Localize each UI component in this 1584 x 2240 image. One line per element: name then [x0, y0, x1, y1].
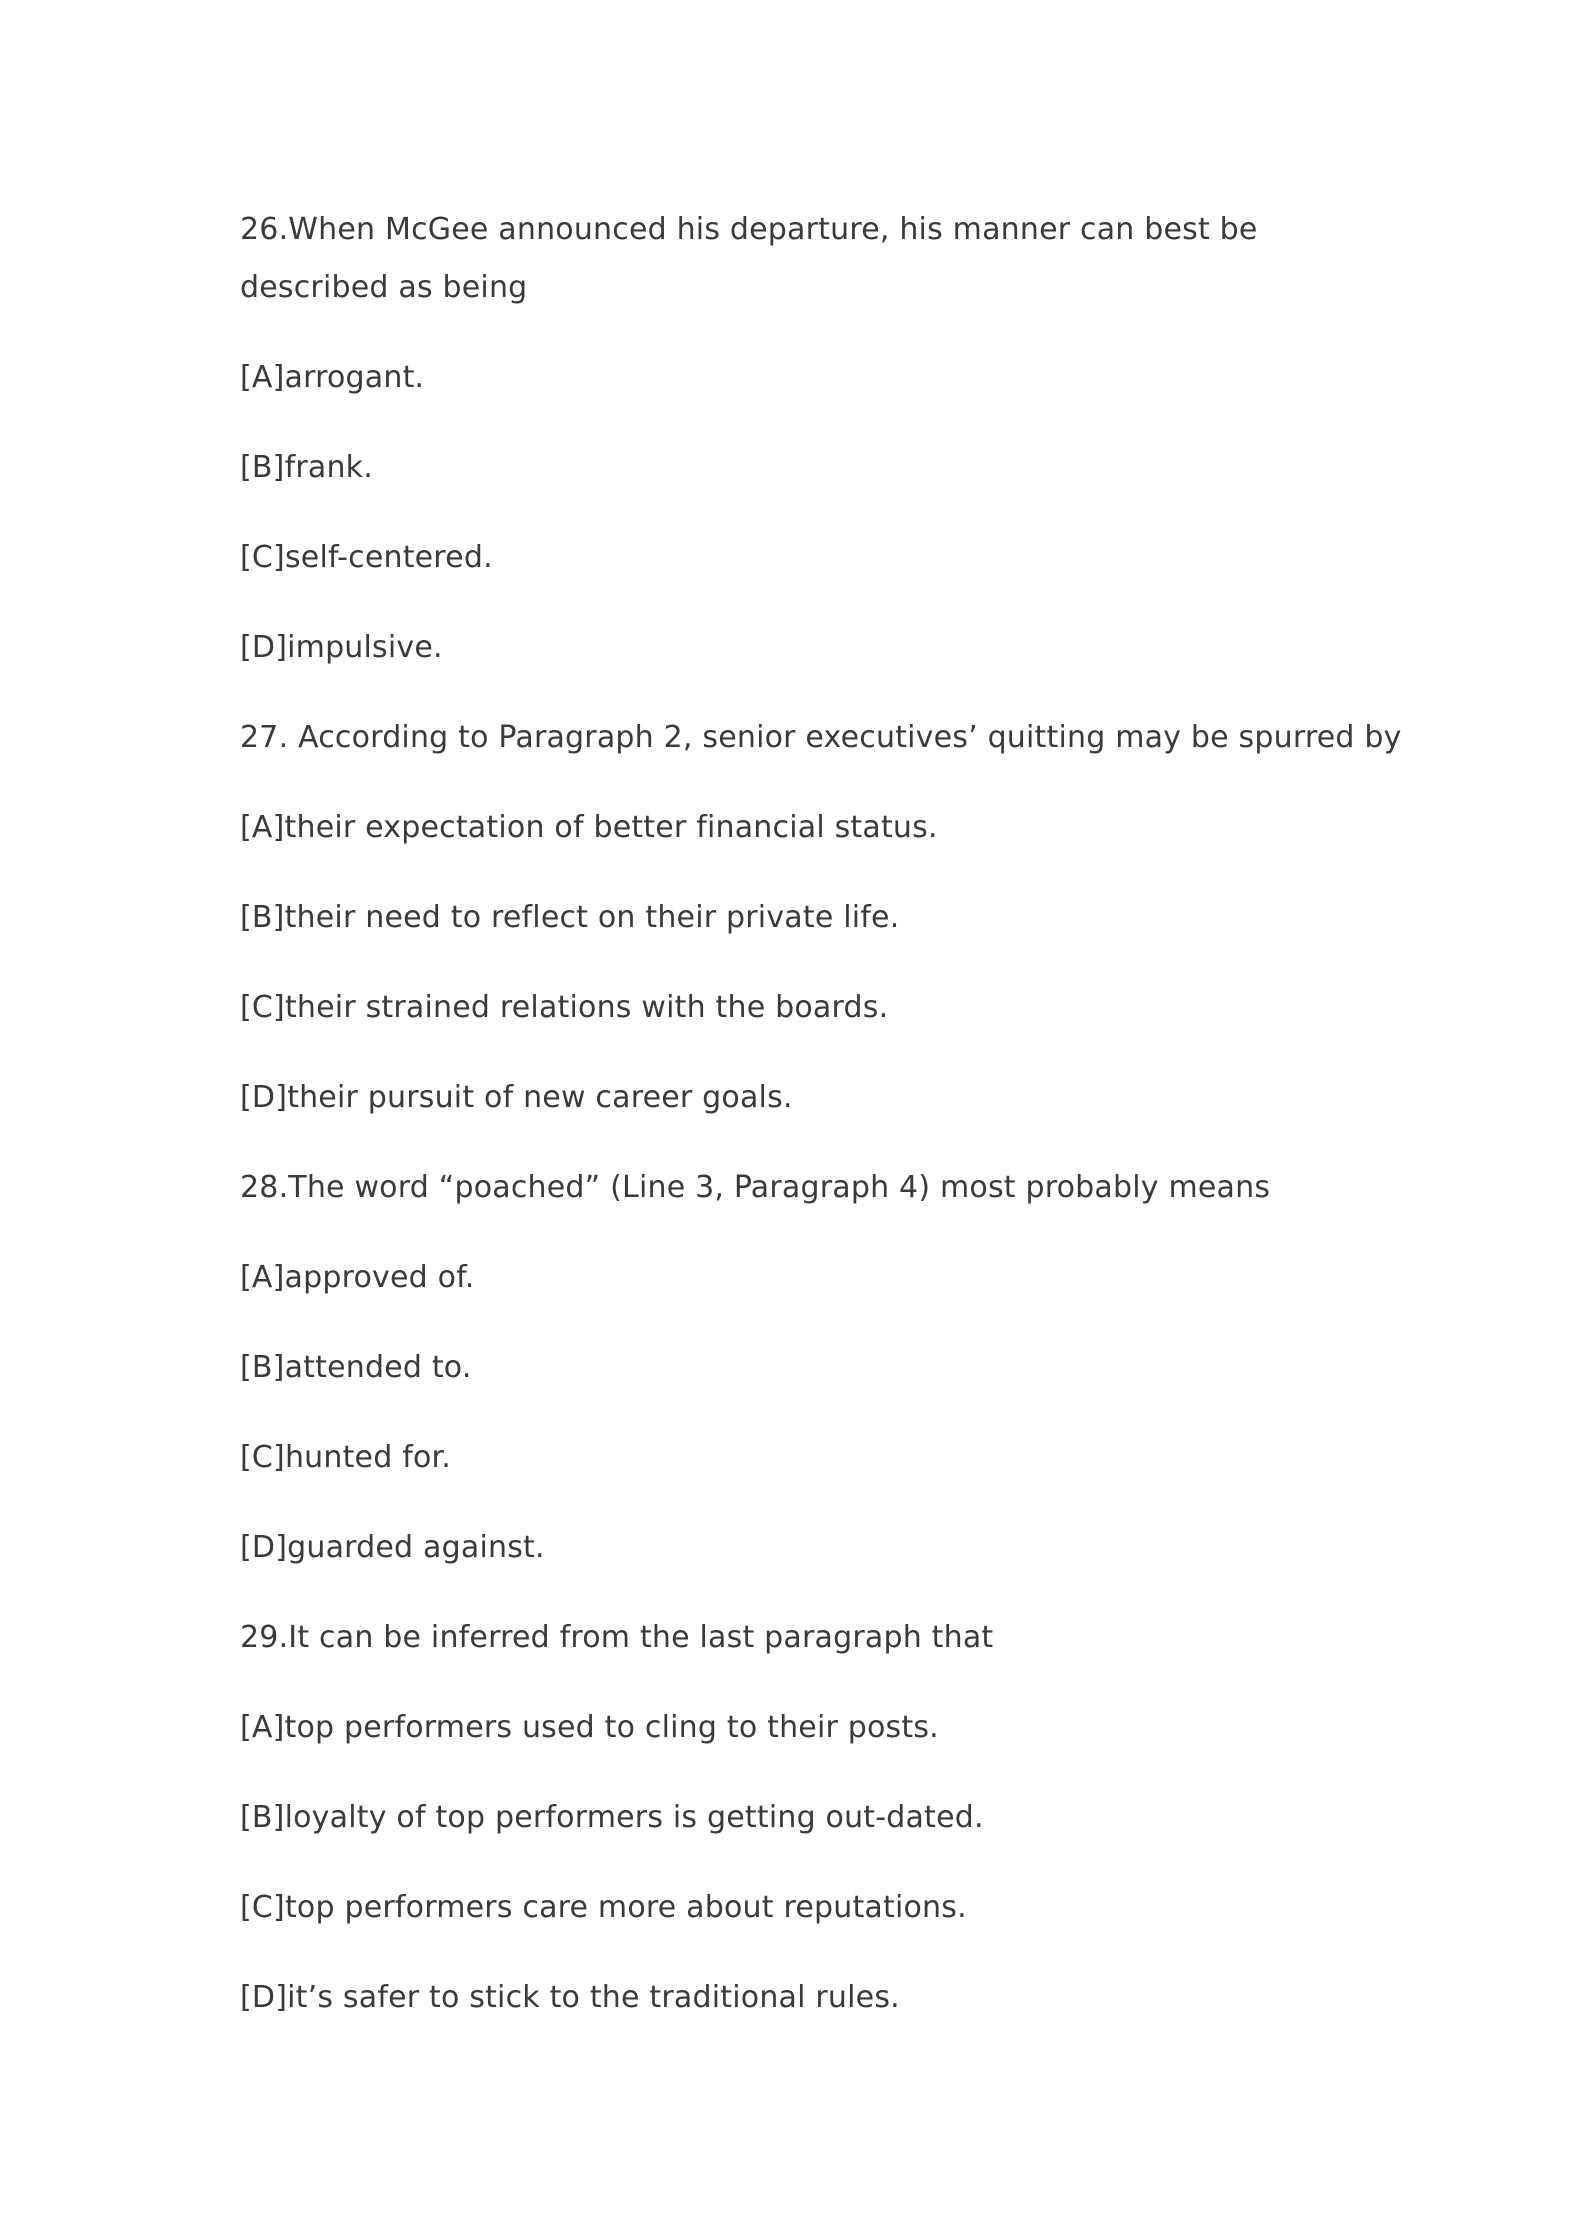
question-28	[240, 1168, 1370, 1568]
option-c: [C]hunted for.	[240, 1440, 452, 1475]
option-d: [D]guarded against.	[240, 1530, 545, 1565]
question-26	[240, 201, 1370, 668]
option-a: [A]their expectation of better financial status.	[240, 810, 938, 845]
option-b: [B]attended to.	[240, 1350, 472, 1385]
option-a: [A]top performers used to cling to their posts.	[240, 1710, 939, 1745]
option-b: [B]frank.	[240, 450, 373, 485]
option-c: [C]self-centered.	[240, 540, 493, 575]
question-27	[240, 718, 1402, 1118]
option-b: [B]their need to reflect on their private life.	[240, 900, 900, 935]
option-a: [A]approved of.	[240, 1260, 475, 1295]
question-29	[240, 1618, 1370, 2018]
option-c: [C]top performers care more about reputations.	[240, 1890, 967, 1925]
option-d: [D]it’s safer to stick to the traditional rules.	[240, 1980, 900, 2015]
option-d: [D]impulsive.	[240, 630, 443, 665]
option-b: [B]loyalty of top performers is getting out-dated.	[240, 1800, 984, 1835]
question-text: 28.The word “poached” (Line 3, Paragraph 4) most probably means	[240, 1170, 1271, 1205]
question-list	[240, 210, 1402, 2068]
option-d: [D]their pursuit of new career goals.	[240, 1080, 793, 1115]
option-c: [C]their strained relations with the boards.	[240, 990, 889, 1025]
option-a: [A]arrogant.	[240, 360, 425, 395]
question-text: 29.It can be inferred from the last paragraph that	[240, 1620, 994, 1655]
question-text: 26.When McGee announced his departure, his manner can best be described as being	[240, 212, 1258, 305]
question-text: 27. According to Paragraph 2, senior executives’ quitting may be spurred by	[240, 720, 1402, 755]
